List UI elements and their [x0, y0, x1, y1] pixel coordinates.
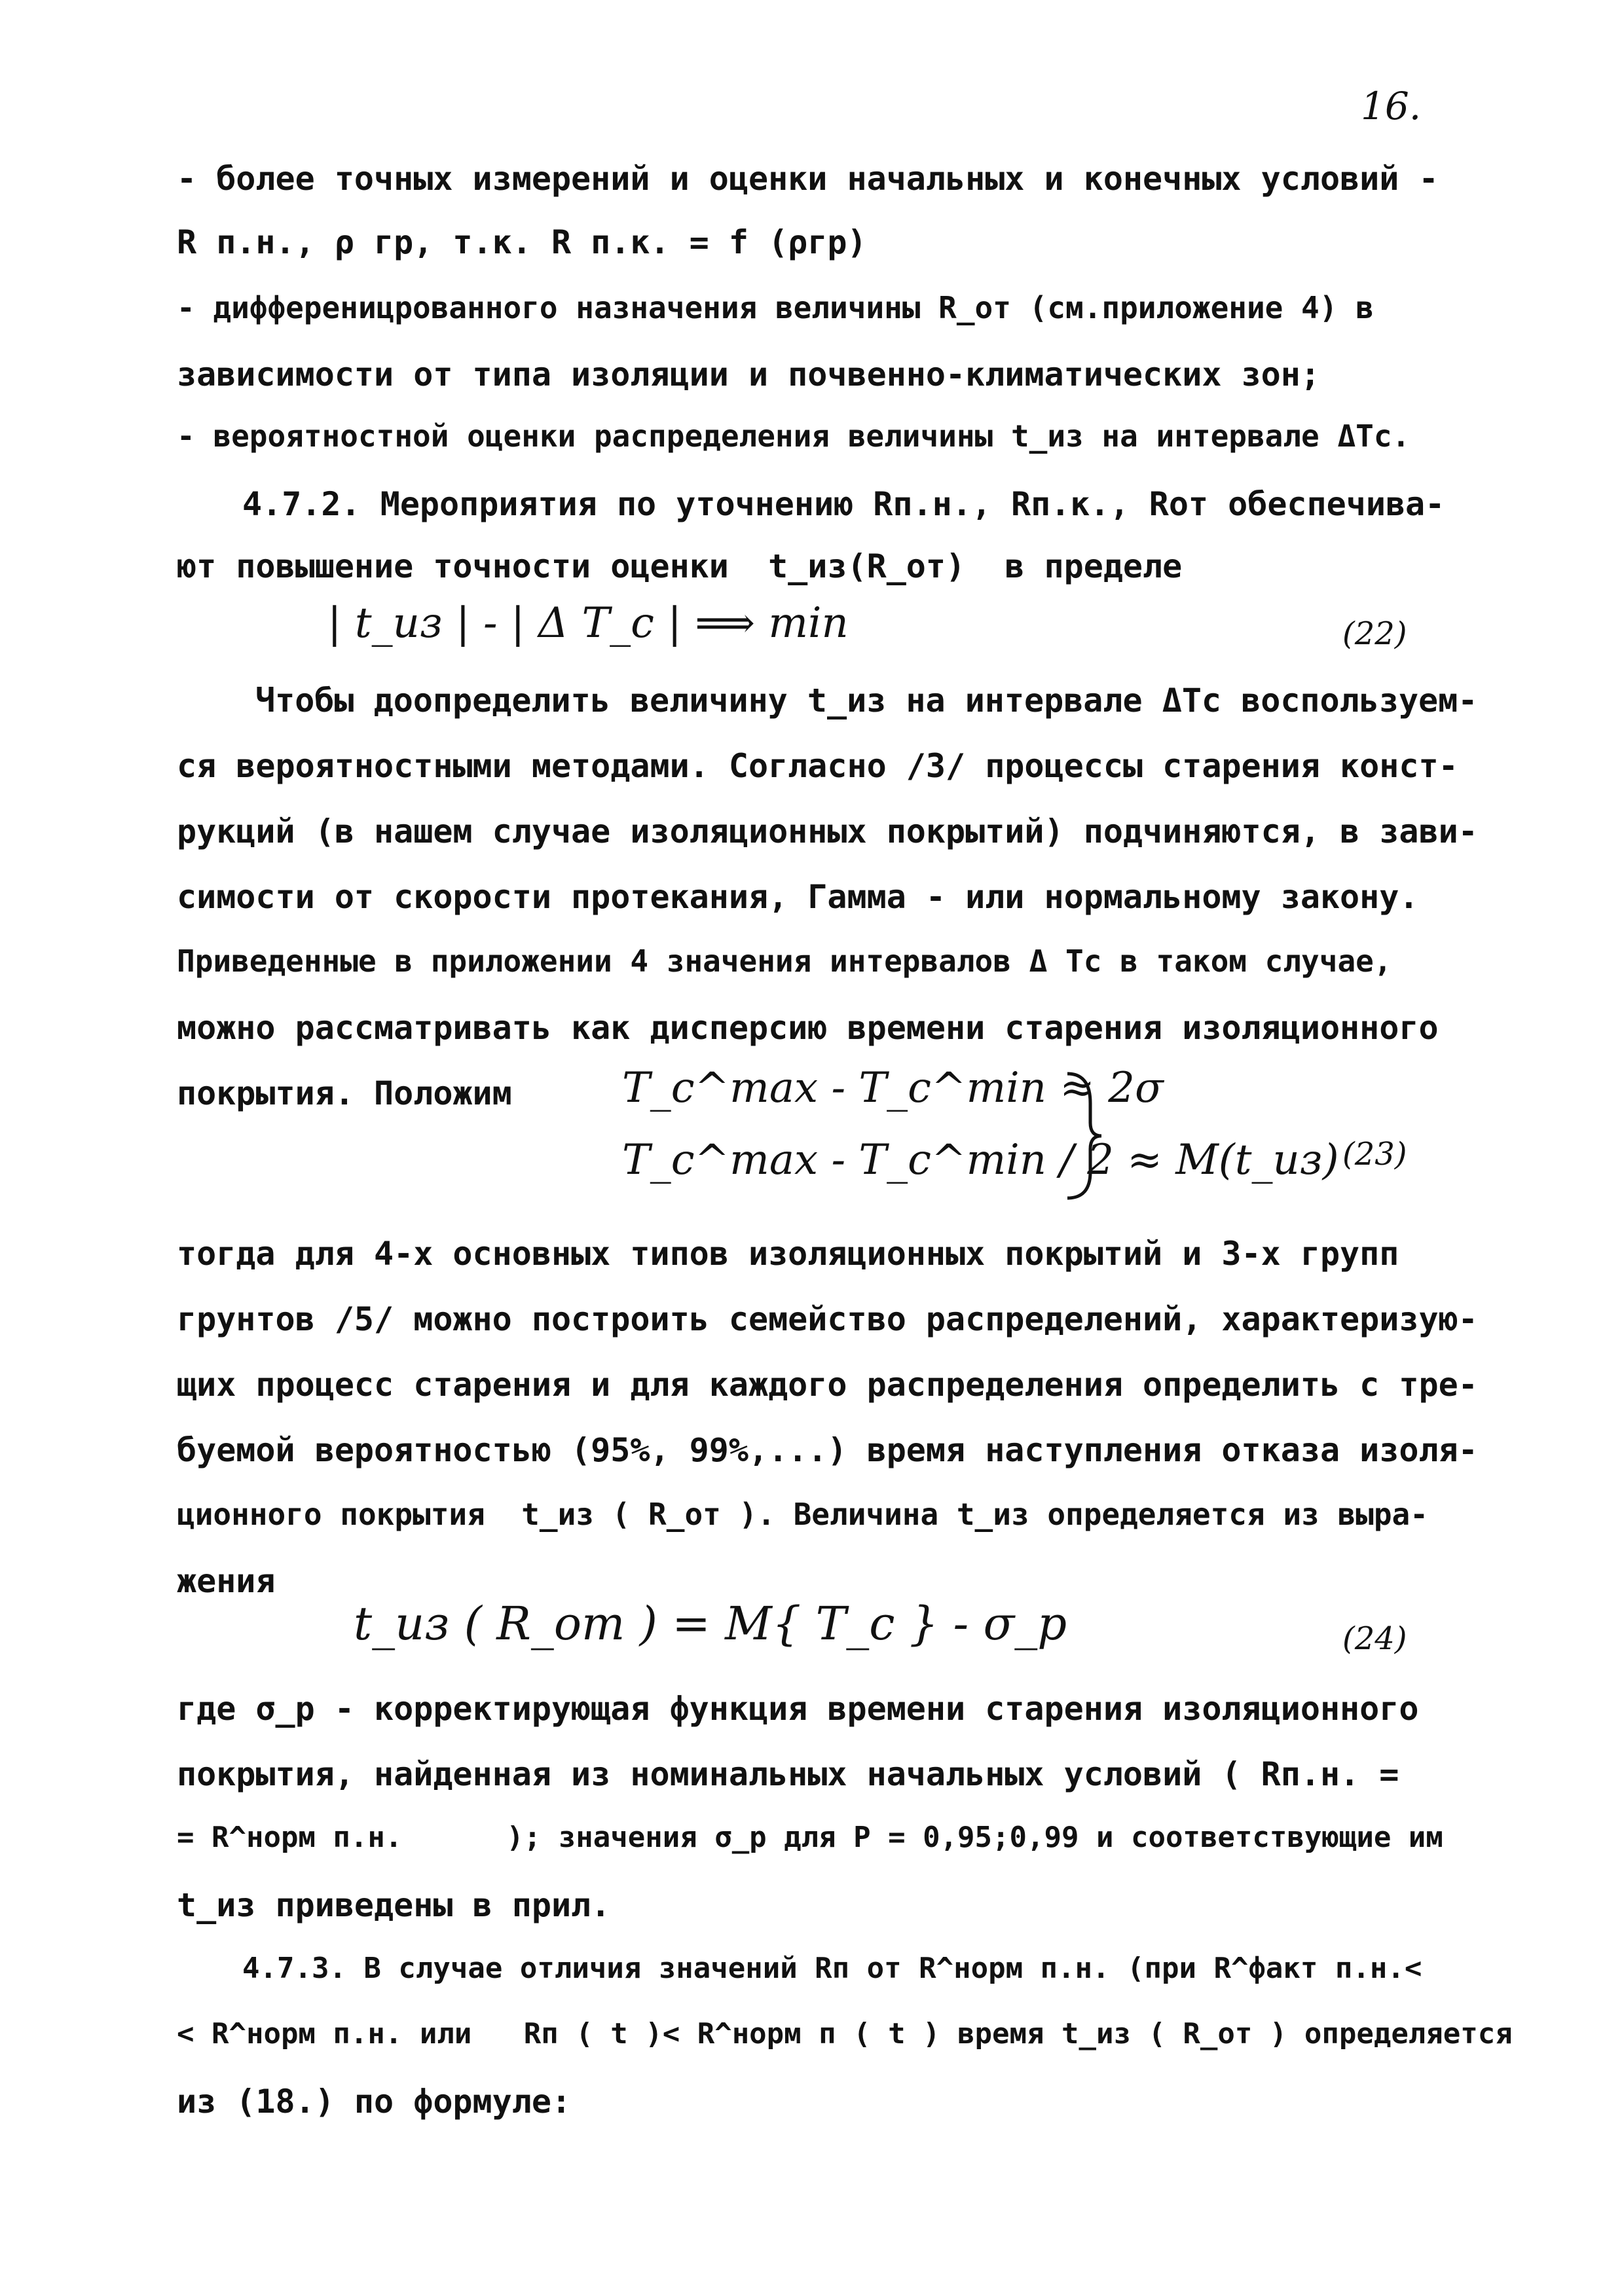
text-line-8: Чтобы доопределить величину t_из на интервале ΔTc воспользуем-	[255, 682, 1478, 720]
equation-23-number: (23)	[1342, 1136, 1407, 1173]
text-line-10: рукций (в нашем случае изоляционных покрытий) подчиняются, в зави-	[177, 812, 1478, 850]
text-line-26: < R^норм п.н. или Rп ( t )< R^норм п ( t ) время t_из ( R_от ) определяется	[177, 2017, 1513, 2050]
text-line-1: - более точных измерений и оценки начальных и конечных условий -	[177, 160, 1439, 198]
text-line-5: - вероятностной оценки распределения величины t_из на интервале ΔTc.	[177, 418, 1411, 454]
equation-22: | t_из | - | Δ T_c | ⟹ min	[327, 599, 849, 647]
text-line-9: ся вероятностными методами. Согласно /3/ процессы старения конст-	[177, 747, 1458, 785]
equation-23-line-2: T_c^max - T_c^min / 2 ≈ M(t_из)	[622, 1136, 1339, 1184]
text-line-3: - дифференицрованного назначения величины R_от (см.приложение 4) в	[177, 290, 1374, 325]
text-line-11: симости от скорости протекания, Гамма - или нормальному закону.	[177, 878, 1419, 916]
text-line-14: покрытия. Положим	[177, 1074, 512, 1112]
equation-24-number: (24)	[1342, 1620, 1407, 1657]
text-line-7: ют повышение точности оценки t_из(R_от) в пределе	[177, 547, 1183, 585]
equation-24: t_из ( R_от ) = M{ T_c } - σ_p	[354, 1597, 1067, 1650]
page-number: 16.	[1361, 84, 1422, 128]
text-line-2: R п.н., ρ гр, т.к. R п.к. = f (ρгр)	[177, 223, 867, 261]
text-line-16: грунтов /5/ можно построить семейство распределений, характеризую-	[177, 1300, 1478, 1338]
text-line-12: Приведенные в приложении 4 значения интервалов Δ Tc в таком случае,	[177, 943, 1392, 979]
text-line-20: жения	[177, 1562, 276, 1600]
text-line-15: тогда для 4-х основных типов изоляционных покрытий и 3-х групп	[177, 1235, 1399, 1273]
equation-23-brace	[1061, 1067, 1107, 1205]
text-line-4: зависимости от типа изоляции и почвенно-климатических зон;	[177, 355, 1320, 393]
equation-22-number: (22)	[1342, 615, 1407, 652]
text-line-21: где σ_p - корректирующая функция времени старения изоляционного	[177, 1690, 1419, 1728]
text-line-24: t_из приведены в прил.	[177, 1886, 611, 1924]
text-line-6: 4.7.2. Мероприятия по уточнению Rп.н., Rп.к., Rот обеспечива-	[242, 485, 1445, 523]
text-line-23: = R^норм п.н. ); значения σ_p для P = 0,95;0,99 и соответствующие им	[177, 1821, 1443, 1854]
text-line-27: из (18.) по формуле:	[177, 2083, 572, 2121]
text-line-18: буемой вероятностью (95%, 99%,...) время наступления отказа изоля-	[177, 1431, 1478, 1469]
text-line-22: покрытия, найденная из номинальных начальных условий ( Rп.н. =	[177, 1755, 1399, 1793]
equation-23-line-1: T_c^max - T_c^min ≈ 2σ	[622, 1064, 1164, 1112]
text-line-19: ционного покрытия t_из ( R_от ). Величина t_из определяется из выра-	[177, 1497, 1428, 1532]
text-line-13: можно рассматривать как дисперсию времени старения изоляционного	[177, 1009, 1439, 1047]
text-line-25: 4.7.3. В случае отличия значений Rп от R^норм п.н. (при R^факт п.н.<	[242, 1952, 1422, 1985]
text-line-17: щих процесс старения и для каждого распределения определить с тре-	[177, 1366, 1478, 1404]
